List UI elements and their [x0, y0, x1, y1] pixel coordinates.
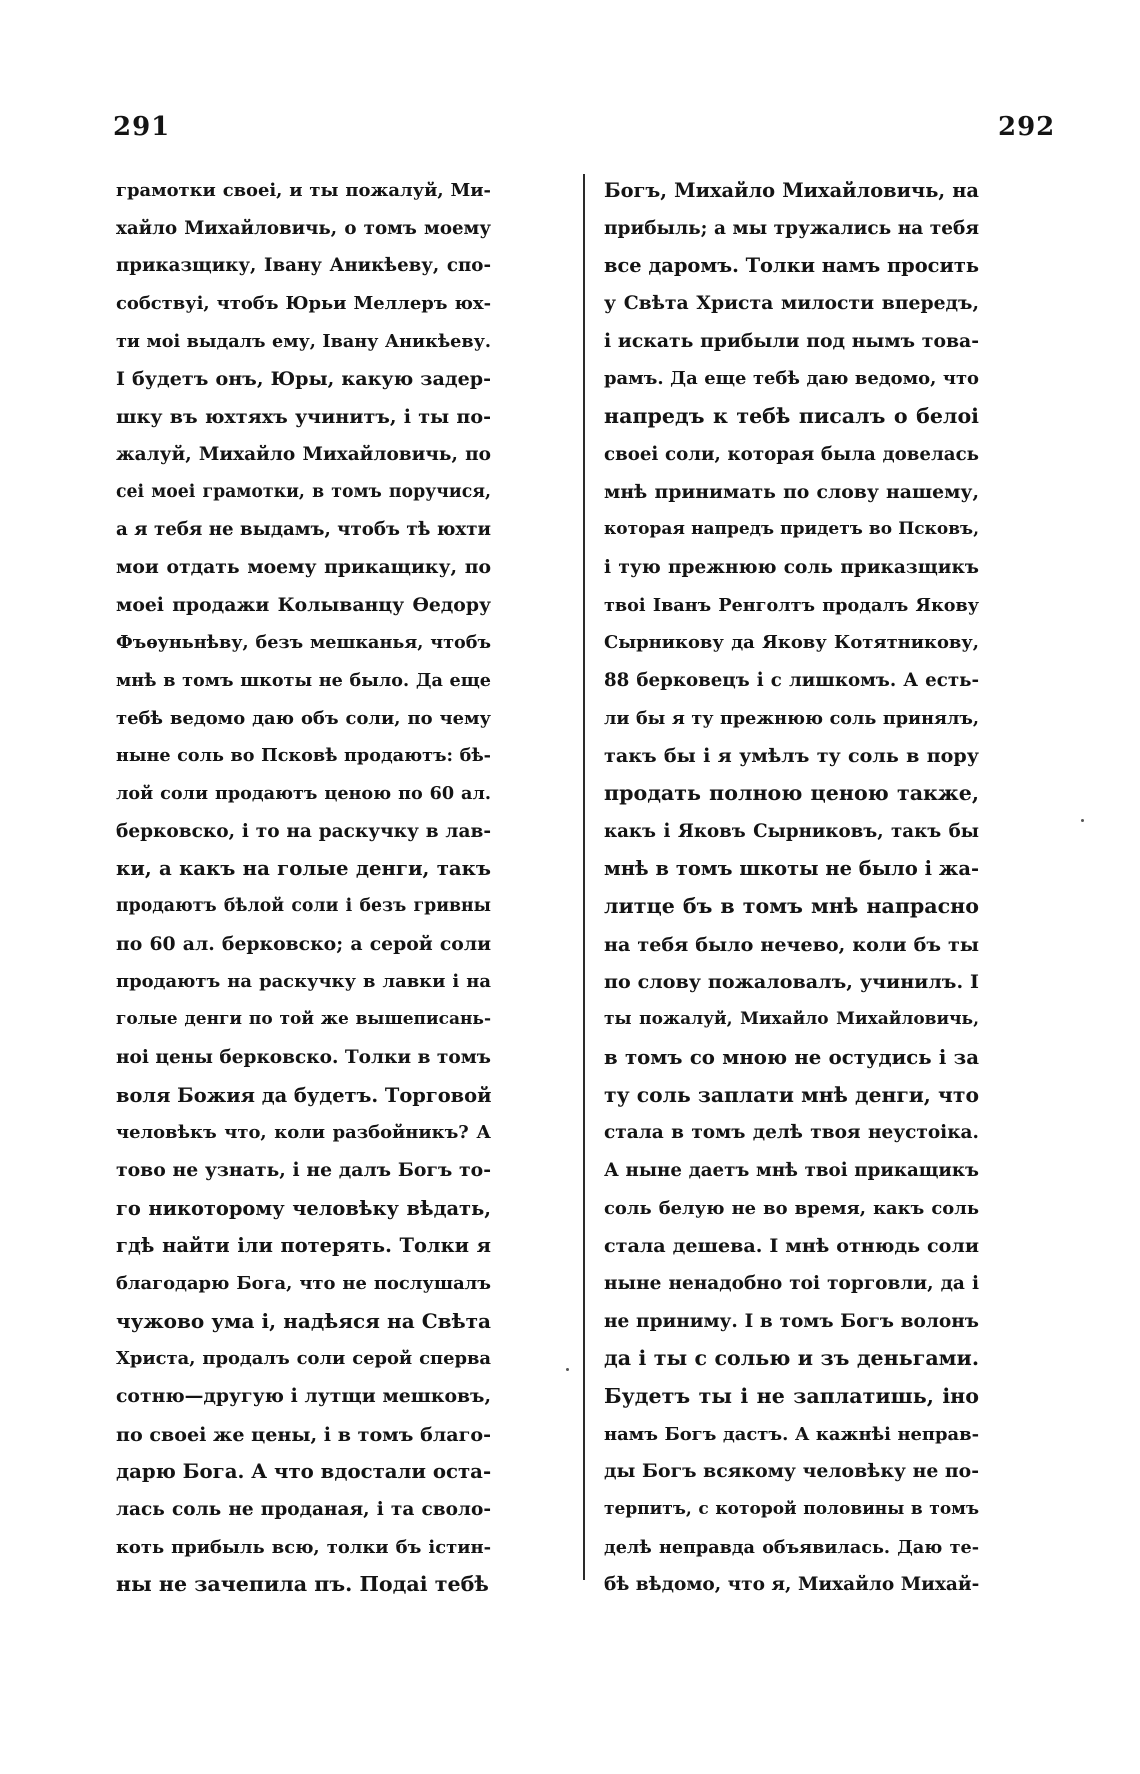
- text-line: делѣ неправда объявилась. Даю те-: [604, 1536, 979, 1558]
- text-line: ки, а какъ на голые денги, такъ: [116, 857, 491, 881]
- text-line: воля Божия да будетъ. Торговой: [116, 1083, 491, 1107]
- text-line: а я тебя не выдамъ, чтобъ тѣ юхти: [116, 519, 491, 541]
- text-line: сотню—другую і лутщи мешковъ,: [116, 1385, 491, 1407]
- text-line: лась соль не проданая, і та своло-: [116, 1499, 491, 1521]
- text-line: Фъѳуньнѣву, безъ мешканья, чтобъ: [116, 632, 491, 654]
- text-line: продаютъ бѣлой соли і безъ гривны: [116, 896, 491, 917]
- text-line: чужово ума і, надѣяся на Свѣта: [116, 1308, 491, 1333]
- text-line: все даромъ. Толки намъ просить: [604, 254, 979, 278]
- text-line: твоі Іванъ Ренголтъ продалъ Якову: [604, 594, 979, 616]
- text-line: тебѣ ведомо даю объ соли, по чему: [116, 707, 491, 729]
- text-line: хайло Михайловичь, о томъ моему: [116, 217, 491, 239]
- text-line: ти моі выдалъ ему, Івану Аникѣеву.: [116, 330, 491, 352]
- page-number-right: 292: [998, 112, 1056, 142]
- text-line: Сырникову да Якову Котятникову,: [604, 632, 979, 654]
- column-divider: [583, 174, 585, 1580]
- text-column-left: [116, 172, 491, 1604]
- text-line: напредъ к тебѣ писалъ о белоі: [604, 404, 979, 429]
- text-line: мои отдать моему прикащику, по: [116, 555, 491, 578]
- text-line: коть прибыль всю, толки бъ істин-: [116, 1536, 491, 1558]
- text-line: Христа, продалъ соли серой сперва: [116, 1348, 491, 1370]
- text-line: благодарю Бога, что не послушалъ: [116, 1272, 491, 1294]
- text-line: бѣ вѣдомо, что я, Михайло Михай-: [604, 1574, 979, 1596]
- text-line: по слову пожаловалъ, учинилъ. I: [604, 970, 979, 994]
- text-line: намъ Богъ дастъ. А кажнѣі неправ-: [604, 1423, 979, 1445]
- text-line: го никоторому человѣку вѣдать,: [116, 1196, 491, 1220]
- text-line: соль белую не во время, какъ соль: [604, 1197, 979, 1219]
- print-speck: [1081, 819, 1084, 822]
- text-line: Будетъ ты і не заплатишь, іно: [604, 1384, 979, 1408]
- text-line: собствуі, чтобъ Юрьи Меллеръ юх-: [116, 293, 491, 315]
- text-line: і искать прибыли под нымъ това-: [604, 329, 979, 352]
- text-line: мнѣ в томъ шкоты не было і жа-: [604, 857, 979, 881]
- text-line: на тебя было нечево, коли бъ ты: [604, 932, 979, 956]
- text-line: шку въ юхтяхъ учинитъ, і ты по-: [116, 405, 491, 429]
- text-line: какъ і Яковъ Сырниковъ, такъ бы: [604, 820, 979, 842]
- text-line: по 60 ал. берковско; а серой соли: [116, 932, 491, 955]
- text-line: человѣкъ что, коли разбойникъ? А: [116, 1122, 491, 1144]
- text-line: не приниму. I в томъ Богъ волонъ: [604, 1310, 979, 1332]
- print-speck: [566, 1368, 569, 1371]
- text-line: продаютъ на раскучку в лавки і на: [116, 971, 491, 993]
- text-line: сеі моеі грамотки, в томъ поручися,: [116, 481, 491, 502]
- text-line: Богъ, Михайло Михайловичь, на: [604, 179, 979, 202]
- text-line: ды Богъ всякому человѣку не по-: [604, 1460, 979, 1483]
- text-line: терпитъ, с которой половины в томъ: [604, 1499, 979, 1520]
- text-line: берковско, і то на раскучку в лав-: [116, 820, 491, 842]
- text-line: ныне ненадобно тоі торговли, да і: [604, 1272, 979, 1294]
- text-line: ны не зачепила пъ. Подаі тебѣ: [116, 1572, 489, 1597]
- text-line: гдѣ найти іли потерять. Толки я: [116, 1234, 491, 1258]
- text-line: А ныне даетъ мнѣ твоі прикащикъ: [604, 1159, 979, 1181]
- text-line: лой соли продаютъ ценою по 60 ал.: [116, 783, 491, 804]
- text-line: і тую прежнюю соль приказщикъ: [604, 556, 979, 578]
- text-line: ноі цены берковско. Толки в томъ: [116, 1046, 491, 1068]
- text-line: мнѣ принимать по слову нашему,: [604, 480, 979, 503]
- text-line: ли бы я ту прежнюю соль принялъ,: [604, 707, 979, 729]
- text-line: ты пожалуй, Михайло Михайловичь,: [604, 1009, 979, 1030]
- text-line: мнѣ в томъ шкоты не было. Да еще: [116, 669, 491, 691]
- text-line: прибыль; а мы тружались на тебя: [604, 217, 979, 239]
- text-line: дарю Бога. А что вдостали оста-: [116, 1460, 491, 1484]
- text-line: ту соль заплати мнѣ денги, что: [604, 1082, 979, 1107]
- text-line: стала в томъ делѣ твоя неустоіка.: [604, 1122, 979, 1144]
- text-line: жалуй, Михайло Михайловичь, по: [116, 443, 491, 465]
- text-line: своеі соли, которая была довелась: [604, 443, 979, 465]
- text-line: I будетъ онъ, Юры, какую задер-: [116, 367, 491, 391]
- text-line: у Свѣта Христа милости впередъ,: [604, 292, 979, 315]
- text-line: такъ бы і я умѣлъ ту соль в пору: [604, 744, 979, 768]
- text-line: приказщику, Івану Аникѣеву, спо-: [116, 255, 491, 277]
- text-line: которая напредъ придетъ во Псковъ,: [604, 519, 979, 540]
- text-line: моеі продажи Колыванцу Өедору: [116, 593, 491, 616]
- text-line: стала дешева. I мнѣ отнюдь соли: [604, 1234, 979, 1258]
- text-line: тово не узнать, і не далъ Богъ то-: [116, 1158, 491, 1181]
- text-line: голые денги по той же вышеписань-: [116, 1009, 491, 1030]
- text-line: продать полною ценою также,: [604, 781, 979, 805]
- page-number-left: 291: [113, 112, 171, 142]
- text-line: рамъ. Да еще тебѣ даю ведомо, что: [604, 368, 979, 390]
- text-line: в томъ со мною не остудись і за: [604, 1045, 979, 1069]
- text-line: грамотки своеі, и ты пожалуй, Ми-: [116, 180, 491, 201]
- text-line: ныне соль во Псковѣ продаютъ: бѣ-: [116, 745, 491, 767]
- text-column-right: [604, 172, 979, 1604]
- text-line: да і ты с солью и зъ деньгами.: [604, 1346, 979, 1371]
- text-line: по своеі же цены, і в томъ благо-: [116, 1422, 491, 1446]
- text-line: 88 берковецъ і с лишкомъ. А есть-: [604, 669, 979, 691]
- text-line: литце бъ в томъ мнѣ напрасно: [604, 894, 979, 919]
